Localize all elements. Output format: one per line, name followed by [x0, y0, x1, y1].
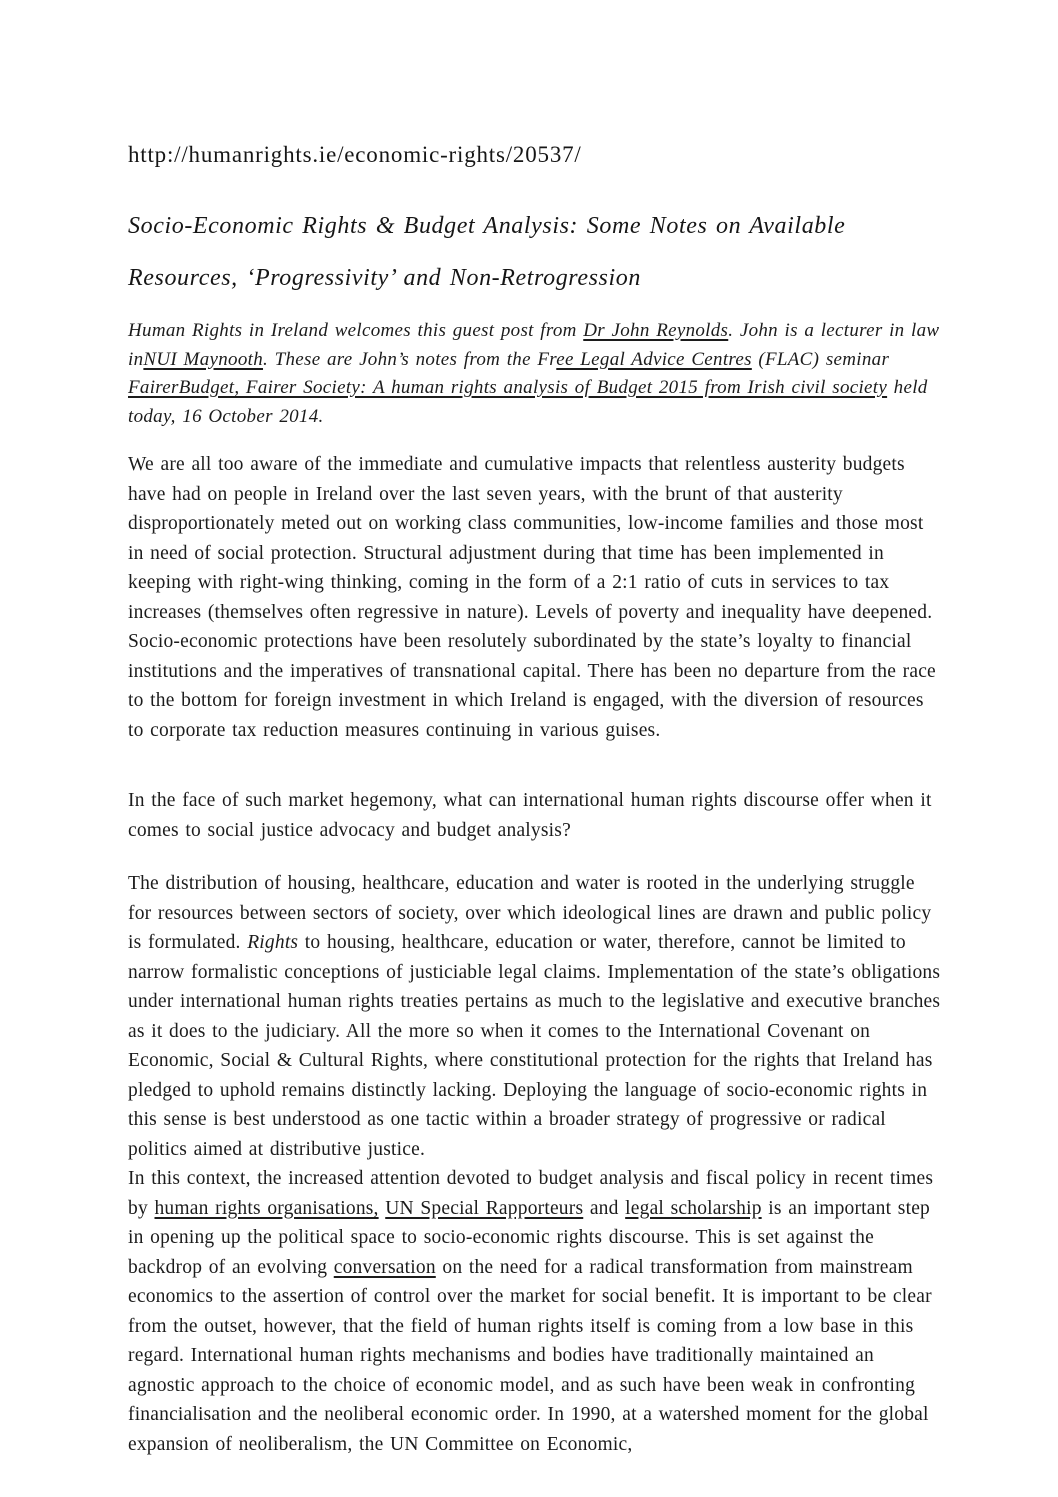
link-legal-scholarship[interactable]: legal scholarship: [625, 1197, 762, 1219]
intro-paragraph: [128, 317, 944, 431]
paragraph-text: to housing, healthcare, education or water, therefore, cannot be limited to narrow formalistic conceptions of justiciable legal claims. Implementation of the state’s obligations under international human rights treaties pertains as much to the legislative and executive branches as it does to the judiciary. All the more so when it comes to the International Covenant on Economic, Social & Cultural Rights, where constitutional protection for the rights that Ireland has pledged to uphold remains distinctly lacking. Deploying the language of socio-economic rights in this sense is best understood as one tactic within a broader strategy of progressive or radical politics aimed at distributive justice.: [128, 932, 941, 1160]
intro-text: (FLAC) seminar: [751, 348, 890, 370]
article-title-line-1: Socio-Economic Rights & Budget Analysis: Some Notes on Available: [128, 213, 846, 239]
paragraph-text: In this context, the increased attention devoted to budget analysis and fiscal policy in recent times by: [128, 1168, 934, 1219]
source-url: http://humanrights.ie/economic-rights/20537/: [128, 142, 582, 167]
link-conversation[interactable]: conversation: [333, 1256, 436, 1278]
intro-text: held today, 16 October 2014.: [128, 377, 928, 427]
paragraph-text: and: [583, 1197, 626, 1219]
body-paragraph-2: In the face of such market hegemony, what can international human rights discourse offer when it comes to social justice advocacy and budget analysis?: [128, 790, 932, 841]
link-free-legal-advice-centres[interactable]: ee Legal Advice Centres: [556, 348, 752, 370]
paragraph-text: is an important step in opening up the political space to socio-economic rights discourse. This is set against the backdrop of an evolving: [128, 1197, 930, 1278]
article-title-line-2: Resources, ‘Progressivity’ and Non-Retrogression: [128, 265, 641, 291]
body-paragraph-4: [128, 1164, 944, 1459]
intro-text: . These are John’s notes from the Fr: [263, 348, 557, 370]
link-dr-john-reynolds[interactable]: Dr John Reynolds: [583, 320, 729, 341]
link-human-rights-organisations[interactable]: human rights organisations,: [154, 1197, 379, 1219]
link-fairer-budget-seminar[interactable]: FairerBudget, Fairer Society: A human rights analysis of Budget 2015 from Irish civil society: [128, 377, 888, 398]
body-paragraph-1: We are all too aware of the immediate and cumulative impacts that relentless austerity budgets have had on people in Ireland over the last seven years, with the brunt of that austerity disproportionately meted out on working class communities, low-income families and those most in need of social protection. Structural adjustment during that time has been implemented in keeping with right-wing thinking, coming in the form of a 2:1 ratio of cuts in services to tax increases (themselves often regressive in nature). Levels of poverty and inequality have deepened. Socio-economic protections have been resolutely subordinated by the state’s loyalty to financial institutions and the imperatives of transnational capital. There has been no departure from the race to the bottom for foreign investment in which Ireland is engaged, with the diversion of resources to corporate tax reduction measures continuing in various guises.: [128, 454, 936, 741]
intro-text: Human Rights in Ireland welcomes this guest post from: [128, 320, 584, 341]
body-paragraph-3: [128, 869, 944, 1164]
link-un-special-rapporteurs[interactable]: UN Special Rapporteurs: [385, 1197, 584, 1219]
paragraph-text: The distribution of housing, healthcare, education and water is rooted in the underlying struggle for resources between sectors of society, over which ideological lines are drawn and public policy is formulated.: [128, 873, 932, 953]
paragraph-text: on the need for a radical transformation from mainstream economics to the assertion of control over the market for social benefit. It is important to be clear from the outset, however, that the field of human rights itself is coming from a low base in this regard. International human rights mechanisms and bodies have traditionally maintained an agnostic approach to the choice of economic model, and as such have been weak in confronting financialisation and the neoliberal economic order. In 1990, at a watershed moment for the global expansion of neoliberalism, the UN Committee on Economic,: [128, 1256, 932, 1455]
intro-text: . John is a lecturer in law in: [128, 320, 940, 370]
link-nui-maynooth[interactable]: NUI Maynooth: [143, 348, 264, 370]
article-title: [128, 200, 944, 304]
emphasis-rights: Rights: [247, 932, 299, 953]
